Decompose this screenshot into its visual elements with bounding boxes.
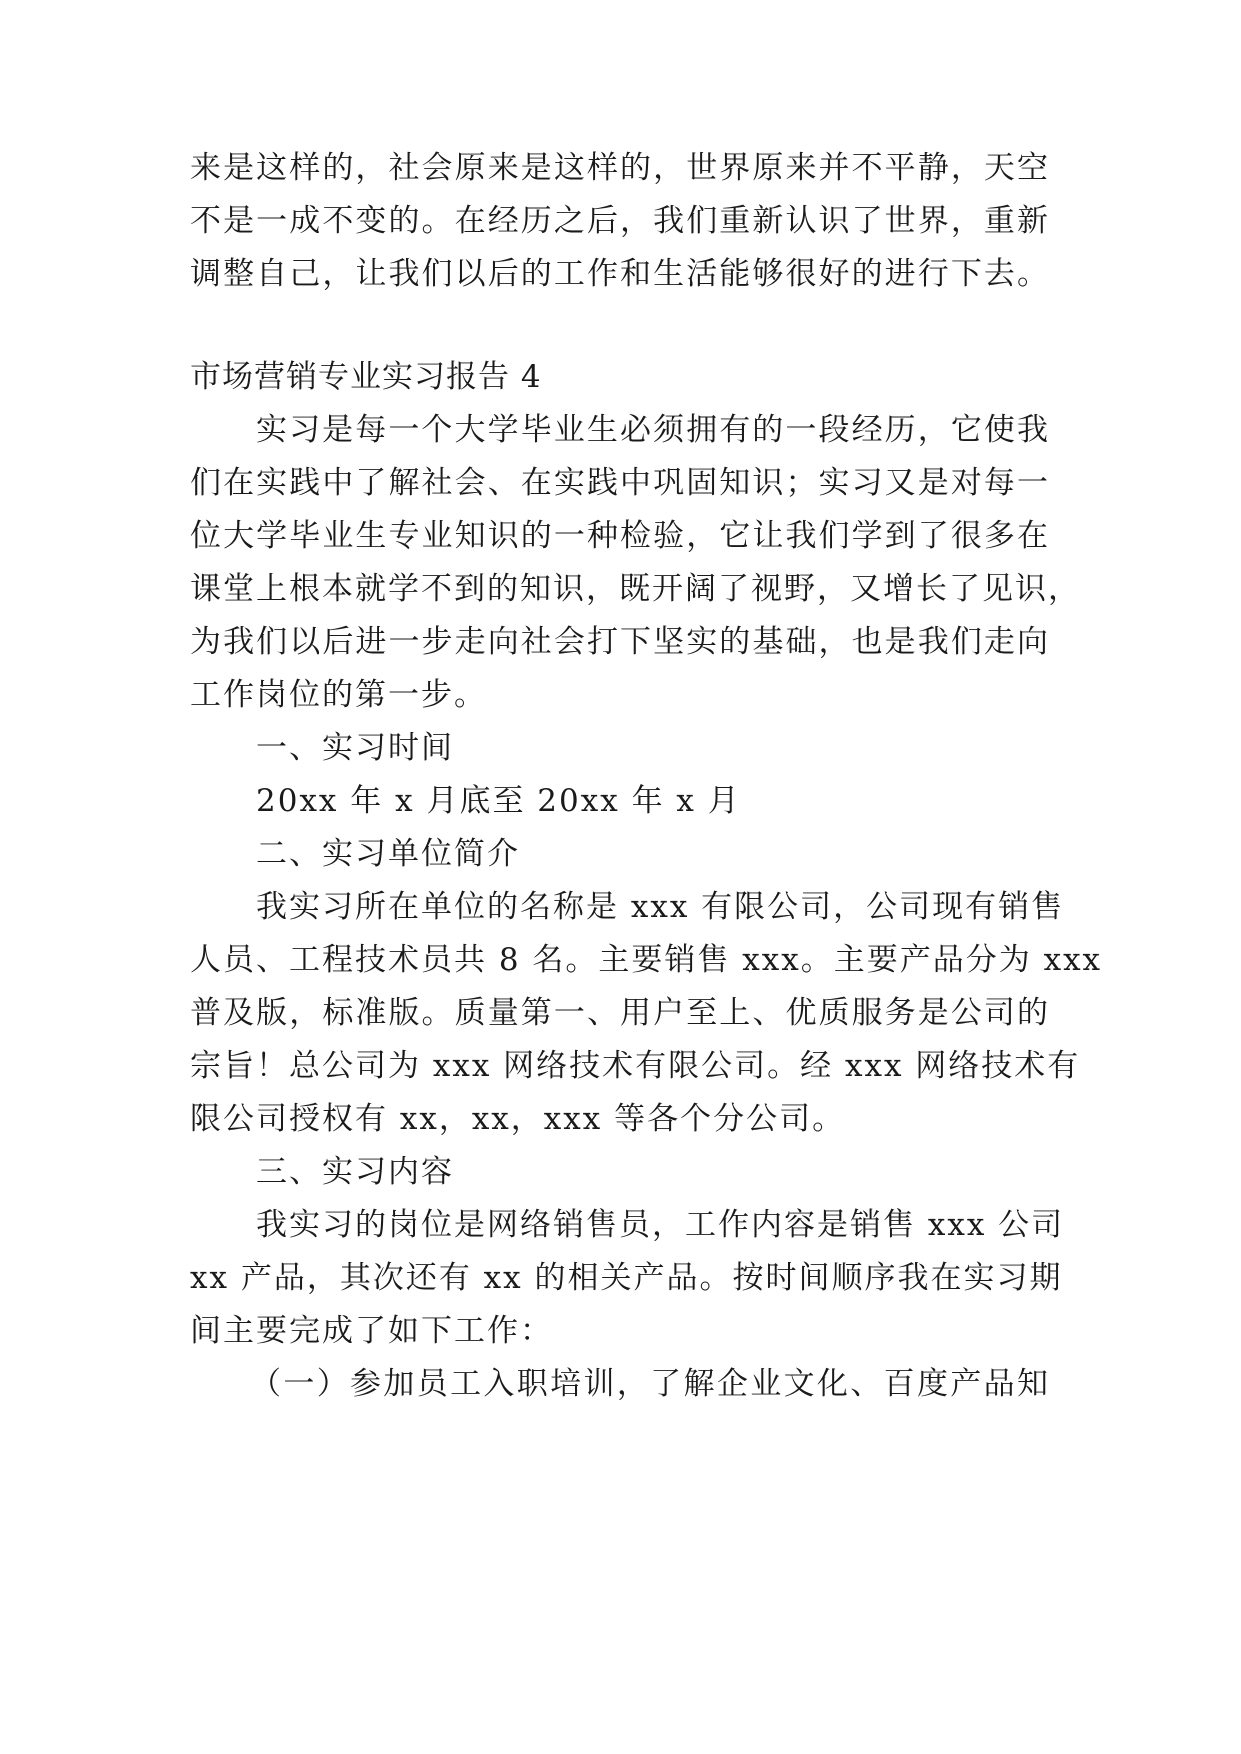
paragraph-line: 为我们以后进一步走向社会打下坚实的基础，也是我们走向 <box>190 624 1050 660</box>
subsection-heading: 三、实习内容 <box>256 1154 454 1190</box>
paragraph-line: 们在实践中了解社会、在实践中巩固知识；实习又是对每一 <box>190 465 1050 501</box>
paragraph-line: 实习是每一个大学毕业生必须拥有的一段经历，它使我 <box>256 412 1050 448</box>
paragraph-line: 工作岗位的第一步。 <box>190 677 487 713</box>
paragraph-line: 宗旨！总公司为 xxx 网络技术有限公司。经 xxx 网络技术有 <box>190 1048 1081 1084</box>
paragraph-line: 不是一成不变的。在经历之后，我们重新认识了世界，重新 <box>190 203 1050 239</box>
subsection-heading: 一、实习时间 <box>256 730 454 766</box>
paragraph-line: 来是这样的，社会原来是这样的，世界原来并不平静，天空 <box>190 150 1050 186</box>
subsection-heading: 二、实习单位简介 <box>256 836 520 872</box>
paragraph-line: 我实习的岗位是网络销售员，工作内容是销售 xxx 公司 <box>256 1207 1065 1243</box>
paragraph-line: 20xx 年 x 月底至 20xx 年 x 月 <box>256 783 741 819</box>
paragraph-line: 人员、工程技术员共 8 名。主要销售 xxx。主要产品分为 xxx <box>190 942 1103 978</box>
paragraph-line: 限公司授权有 xx，xx，xxx 等各个分公司。 <box>190 1101 846 1137</box>
paragraph-line: xx 产品，其次还有 xx 的相关产品。按时间顺序我在实习期 <box>190 1260 1063 1296</box>
section-title: 市场营销专业实习报告 4 <box>190 359 542 395</box>
paragraph-line: 普及版，标准版。质量第一、用户至上、优质服务是公司的 <box>190 995 1050 1031</box>
paragraph-line: 我实习所在单位的名称是 xxx 有限公司，公司现有销售 <box>256 889 1065 925</box>
paragraph-line: 位大学毕业生专业知识的一种检验，它让我们学到了很多在 <box>190 518 1050 554</box>
paragraph-line: （一）参加员工入职培训，了解企业文化、百度产品知 <box>250 1366 1050 1402</box>
paragraph-line: 课堂上根本就学不到的知识，既开阔了视野，又增长了见识， <box>190 571 1081 607</box>
paragraph-line: 间主要完成了如下工作： <box>190 1313 553 1349</box>
paragraph-line: 调整自己，让我们以后的工作和生活能够很好的进行下去。 <box>190 256 1050 292</box>
